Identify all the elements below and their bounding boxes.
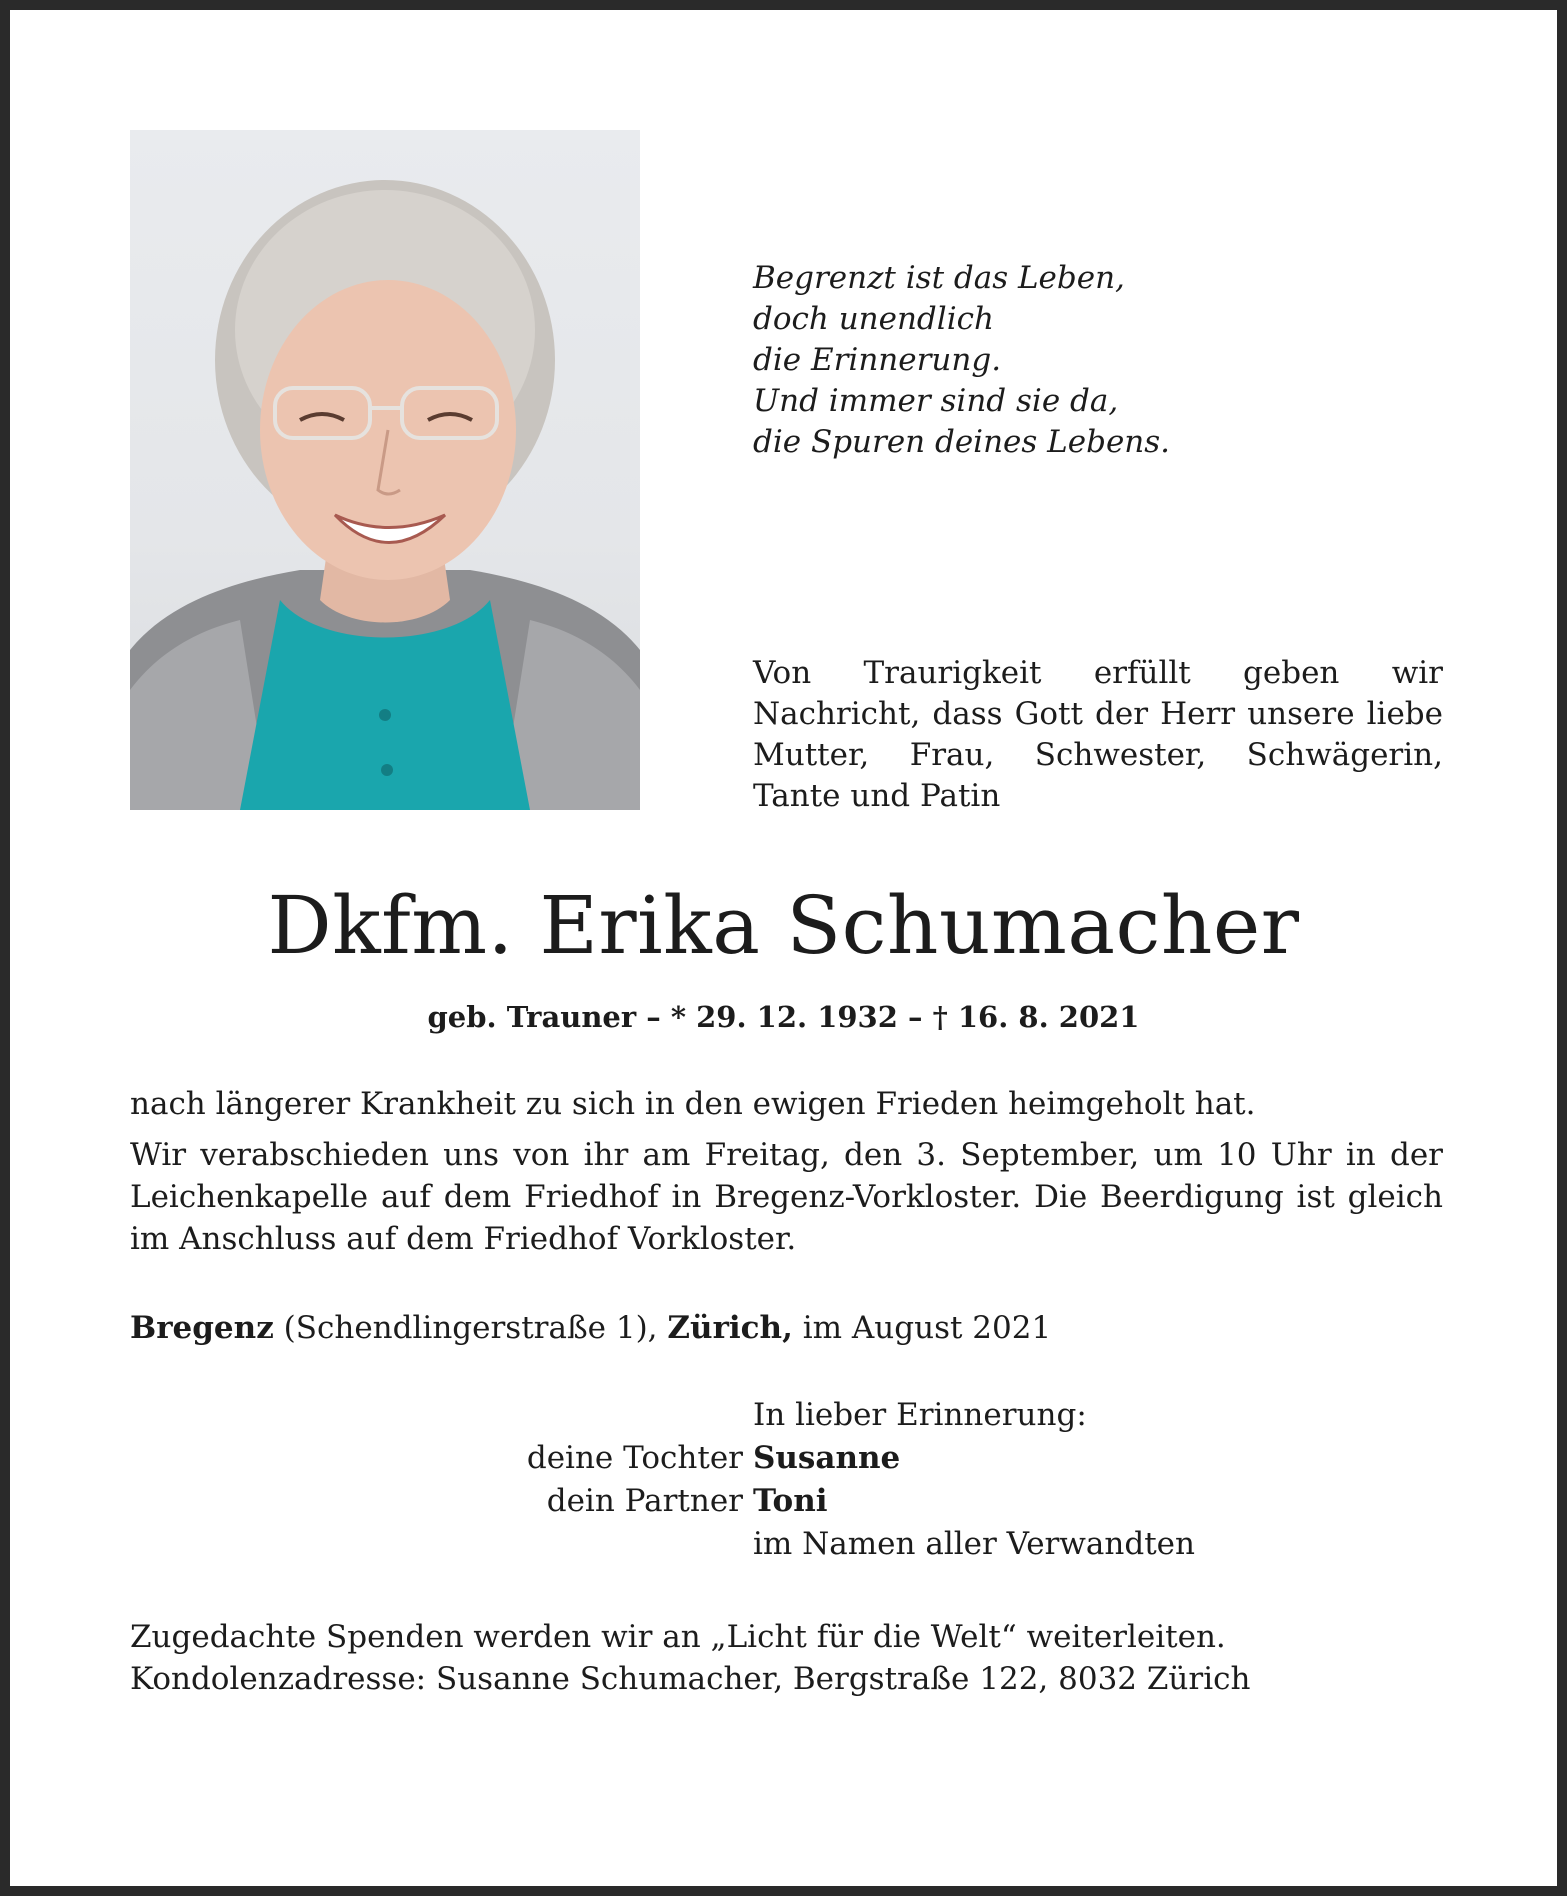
signature-row — [130, 1437, 1443, 1480]
portrait-photo — [130, 130, 640, 810]
poem — [753, 258, 1170, 463]
signature-heading-row — [130, 1394, 1443, 1437]
poem-line: Und immer sind sie da, — [753, 383, 1119, 419]
signature-relation: dein Partner — [546, 1483, 743, 1519]
announcement-paragraph: nach längerer Krankheit zu sich in den ewigen Frieden heimgeholt hat. — [130, 1086, 1256, 1122]
announcement-body — [130, 1083, 1443, 1260]
poem-line: Begrenzt ist das Leben, — [753, 260, 1125, 296]
place-date: im August 2021 — [802, 1310, 1052, 1346]
place-city: Bregenz — [130, 1310, 274, 1346]
signature-closing-row — [130, 1523, 1443, 1566]
poem-line: die Spuren deines Lebens. — [753, 424, 1171, 460]
place-city: Zürich, — [667, 1310, 793, 1346]
poem-line: doch unendlich — [753, 301, 994, 337]
announcement-paragraph: Wir verabschieden uns von ihr am Freitag, den 3. September, um 10 Uhr in der Leichenkapelle auf dem Friedhof in Bregenz-Vorkloster. Die Beerdigung ist gleich im Anschluss auf dem Friedhof Vorkloster. — [130, 1137, 1443, 1257]
place-and-date — [130, 1307, 1051, 1349]
condolence-address: Kondolenzadresse: Susanne Schumacher, Bergstraße 122, 8032 Zürich — [130, 1661, 1251, 1697]
obituary-page — [10, 10, 1557, 1886]
signature-row — [130, 1480, 1443, 1523]
birth-death-dates: geb. Trauner – * 29. 12. 1932 – † 16. 8. 2021 — [427, 1000, 1140, 1034]
intro-text: Von Traurigkeit erfüllt geben wir Nachricht, dass Gott der Herr unsere liebe Mutter, Frau, Schwester, Schwägerin, Tante und Patin — [753, 655, 1443, 814]
poem-line: die Erinnerung. — [753, 342, 1002, 378]
signature-closing: im Namen aller Verwandten — [753, 1526, 1195, 1562]
portrait-illustration — [130, 130, 640, 810]
signature-block — [130, 1394, 1443, 1566]
footer-notes — [130, 1616, 1250, 1700]
donation-note: Zugedachte Spenden werden wir an „Licht für die Welt“ weiterleiten. — [130, 1619, 1226, 1655]
signature-relation: deine Tochter — [526, 1440, 743, 1476]
place-address: (Schendlingerstraße 1), — [283, 1310, 658, 1346]
signature-name: Susanne — [753, 1440, 901, 1476]
signature-name: Toni — [753, 1483, 828, 1519]
signature-heading: In lieber Erinnerung: — [753, 1397, 1087, 1433]
deceased-name: Dkfm. Erika Schumacher — [267, 879, 1300, 972]
